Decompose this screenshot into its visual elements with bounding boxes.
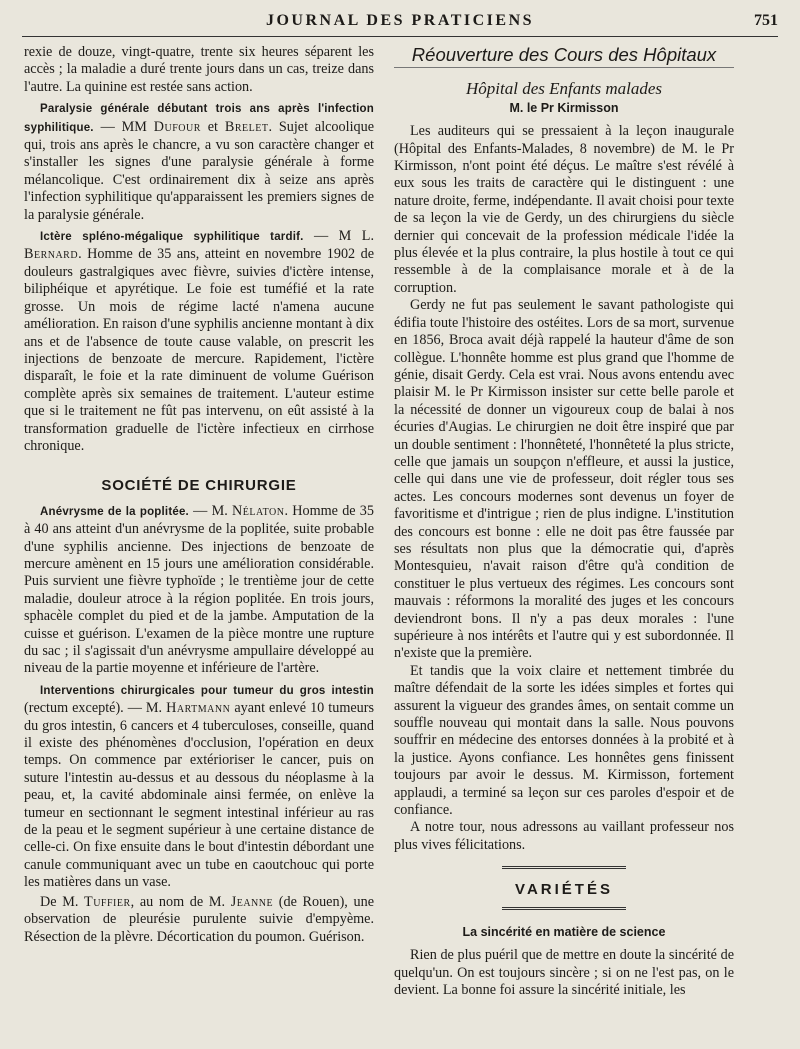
entry-heading-paralysie: Paralysie générale débutant trois ans après l'infection syphilitique. xyxy=(24,103,374,134)
article-subheading: La sincérité en matière de science xyxy=(462,924,666,939)
paragraph-continued: rexie de douze, vingt-quatre, trente six heures séparent les accès ; la maladie a duré trente jours dans un cas, treize dans l'autre. La quinine est restée sans action. xyxy=(24,44,374,95)
hospital-name: Hôpital des Enfants malades xyxy=(466,79,662,99)
author-name: Tuffier xyxy=(84,893,131,910)
author-name: Bernard xyxy=(24,246,79,263)
running-header xyxy=(22,8,778,37)
paragraph-ictere: Ictère spléno-mégalique syphilitique tardif. — M L. Bernard. Homme de 35 ans, atteint en novembre 1902 de douleurs gastralgiques avec fièvre, suivies d'ictère intense, biliphéique et apyrétique. Le foie est tuméfié et la rate grosse. Un mois de régime lacté n'amena aucune amélioration. En raison d'une syphilis ancienne montant à dix ans et de l'absence de toute cause valable, on prescrit les injections de benzoate de mercure. Rapidement, l'ictère disparaît, le foie et la rate diminuent de volume Guérison complète après six semaines de traitement. L'auteur estime que si le traitement ne fût pas intervenu, on eût assisté à la transformation graduelle de l'ictère infectieux en cirrhose chronique. xyxy=(24,228,375,454)
journal-title: JOURNAL DES PRATICIENS xyxy=(265,12,535,29)
section-title-societe-chirurgie: SOCIÉTÉ DE CHIRURGIE xyxy=(101,477,297,495)
left-column xyxy=(24,44,374,946)
paragraph-kirmisson-1: Les auditeurs qui se pressaient à la leçon inaugurale (Hôpital des Enfants-Malades, 8 novembre) de M. le Pr Kirmisson, n'ont point été déçus. Le maître s'est révélé à eux sous les traits de caractère qui le distinguent : une nature droite, ferme, indépendante. Il avait choisi pour texte de sa leçon la vie de Gerdy, un des chirurgiens du siècle dernier qui concevait de la profession médicale l'idée la plus élevée et la plus contraire, la plus hostile à tout ce qui ressemble à de la complaisance morale et à de la corruption. xyxy=(394,123,734,296)
author-name: Hartmann xyxy=(166,700,231,717)
paragraph-kirmisson-3: Et tandis que la voix claire et nettement timbrée du maître défendait de la sorte les idées simples et fortes qui assurent la vigueur des grandes âmes, on sentait comme un souffle nouveau qui montait dans la salle. Nous pouvons souffrir en médecine des entorses données à la probité et à la justice. Ayons confiance. Les honnêtes gens finissent toujours par avoir le dessus. M. Kirmisson, fortement applaudi, a terminé sa leçon sur ces paroles d'espoir et de confiance. xyxy=(394,662,734,819)
entry-heading-interventions: Interventions chirurgicales pour tumeur du gros intestin xyxy=(40,684,374,697)
paragraph-anevrysme: Anévrysme de la poplitée. — M. Nélaton. Homme de 35 à 40 ans atteint d'un anévrysme de la poplitée, suite probable d'une syphilis ancienne. Des injections de benzoate de mercure amènent en 15 jours une amélioration considérable. Puis survient une fièvre typhoïde ; le trentième jour de cette maladie, douleur atroce à la région poplitée. En trois jours, sphacèle complet du pied et de la jambe. Amputation de la cuisse et guérison. L'examen de la pièce montre une rupture du sac ; il s'agissait d'un anévrysme ampullaire développé au niveau de la partie moyenne et inférieure de l'artère. xyxy=(24,502,374,677)
author-name: Nélaton xyxy=(232,502,285,519)
page-number: 751 xyxy=(754,12,778,29)
entry-heading-ictere: Ictère spléno-mégalique syphilitique tardif. xyxy=(40,231,304,244)
paragraph-paralysie: Paralysie générale débutant trois ans après l'infection syphilitique. — MM Dufour et Brelet. Sujet alcoolique qui, trois ans après le chancre, a vu son caractère changer et s'installer les signes d'une paralysie générale à forme mélancolique. C'est ordinairement dix à seize ans après l'infection syphilitique qu'apparaissent les premiers signes de la paralysie générale. xyxy=(24,103,374,223)
paragraph-kirmisson-4: A notre tour, nous adressons au vaillant professeur nos plus vives félicitations. xyxy=(394,819,734,853)
section-divider xyxy=(502,907,626,910)
paragraph-kirmisson-2: Gerdy ne fut pas seulement le savant pathologiste qui édifia toute l'histoire des ostéites. Lors de sa mort, survenue en 1856, Broca avait déjà rappelé la hauteur d'âme de son collègue. L'honnête homme est plus grand que l'homme de génie, disait Gerdy. Cela est vrai. Nous avons entendu avec plaisir M. le Pr Kirmisson insister sur cette belle parole et la nécessité de donner un vigoureux coup de balai à nos écuries d'Augias. Le chirurgien ne doit être inspiré que par un double sentiment : l'honnêteté, l'honnêteté la plus stricte, celle que jamais un soupçon n'effleure, et aussi la justice, celle qui dans une vie de professeur, doit régler tous ses actes. Les concours modernes sont devenus un foyer de favoritisme et d'intrigue ; rien de plus indigne. L'institution des concours est bonne : elle ne doit pas être faussée par ses résultats non plus que la démocratie qui, d'après Montesquieu, n'avait raison d'être qu'à condition de constituer le plus vertueux des régimes. Les concours sont mauvais : réformons la moralité des juges et les concours deviendront bons. Il n'y a pas deux morales : l'une supérieure à nos intérêts et l'autre qui y est subordonnée. Il n'existe que la première. xyxy=(394,297,734,662)
right-column xyxy=(394,44,734,999)
section-divider xyxy=(502,866,626,871)
paragraph-interventions: Interventions chirurgicales pour tumeur du gros intestin (rectum excepté). — M. Hartmann ayant enlevé 10 tumeurs du gros intestin, 6 cancers et 4 tuberculoses, conseille, quand il existe des phénomènes d'occlusion, l'opération en deux temps. On commence par extérioriser le cancer, puis on suture l'intestin au-dessus et au dessous du néoplasme à la peau, et, la cavité abdominale ainsi fermée, on enlève la tumeur en sectionnant le segment intestinal inférieur au ras de la peau et le segment supérieur à une certaine distance de celle-ci. On fixe ensuite dans le bout d'intestin débordant une canule communiquant avec un tube en caoutchouc qui porte les matières dans un vase. xyxy=(24,684,374,891)
section-title-varietes: VARIÉTÉS xyxy=(515,881,613,899)
author-name: Jeanne xyxy=(230,893,274,910)
paragraph-sincerite: Rien de plus puéril que de mettre en doute la sincérité de quelqu'un. On est toujours sincère ; si on ne l'est pas, on le devient. La bonne foi assure la sincérité initiale, les xyxy=(394,947,734,998)
professor-name: M. le Pr Kirmisson xyxy=(509,100,619,115)
author-name: Brelet xyxy=(224,118,269,135)
entry-heading-anevrysme: Anévrysme de la poplitée. xyxy=(40,505,189,518)
author-name: Dufour xyxy=(153,118,201,135)
paragraph-tuffier: De M. Tuffier, au nom de M. Jeanne (de Rouen), une observation de pleurésie purulente suivie d'empyème. Résection de la plèvre. Décortication du poumon. Guérison. xyxy=(24,893,374,945)
article-heading: Réouverture des Cours des Hôpitaux xyxy=(394,46,734,68)
